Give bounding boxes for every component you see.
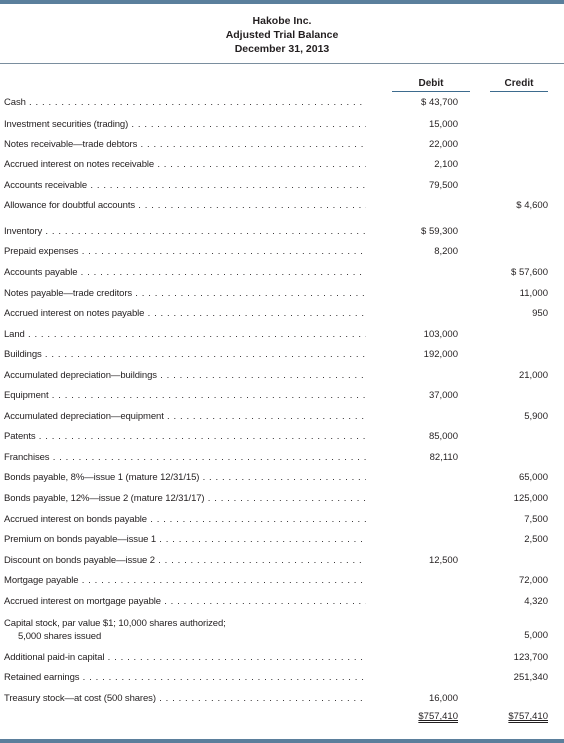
debit-amount: 16,000 <box>428 693 458 704</box>
statement-title: Adjusted Trial Balance <box>225 29 339 41</box>
debit-amount: 103,000 <box>423 329 458 340</box>
account-name: Accumulated depreciation—buildings . . . <box>4 370 366 383</box>
top-border <box>0 0 564 4</box>
debit-total: $757,410 <box>418 711 458 722</box>
credit-amount: 11,000 <box>519 288 548 299</box>
credit-amount: $ 4,600 <box>516 200 548 211</box>
account-name: Bonds payable, 8%—issue 1 (mature 12/31/15) . . . <box>4 472 366 485</box>
account-name: Bonds payable, 12%—issue 2 (mature 12/31/17) . . . <box>4 493 366 506</box>
credit-amount: 5,900 <box>524 411 548 422</box>
account-name: Discount on bonds payable—issue 2 . . . <box>4 555 366 568</box>
credit-amount: 72,000 <box>518 575 548 586</box>
header-divider <box>0 63 564 64</box>
account-name: Accumulated depreciation—equipment . . . <box>4 411 366 424</box>
statement-header <box>0 14 564 56</box>
account-name: Franchises . . . <box>4 452 366 465</box>
account-name-line1: Capital stock, par value $1; 10,000 shares authorized; <box>4 618 226 629</box>
debit-amount: 15,000 <box>428 119 458 130</box>
debit-amount: 37,000 <box>428 390 458 401</box>
debit-amount: 192,000 <box>423 349 458 360</box>
account-name: Equipment . . . <box>4 390 366 403</box>
credit-amount: 7,500 <box>524 514 548 525</box>
debit-amount: 2,100 <box>434 159 458 170</box>
account-name: Notes receivable—trade debtors . . . <box>4 139 366 152</box>
bottom-border <box>0 739 564 743</box>
account-name: Land . . . <box>4 329 366 342</box>
debit-amount: 82,110 <box>429 452 458 463</box>
debit-amount: 12,500 <box>428 555 458 566</box>
debit-column-header: Debit <box>392 78 470 92</box>
company-name: Hakobe Inc. <box>252 15 312 27</box>
credit-column-header: Credit <box>490 78 548 92</box>
account-name-line2: 5,000 shares issued <box>18 631 102 642</box>
account-name: Treasury stock—at cost (500 shares) . . . <box>4 693 366 706</box>
debit-amount: 22,000 <box>428 139 458 150</box>
debit-amount: 8,200 <box>434 246 458 257</box>
credit-amount: 125,000 <box>513 493 548 504</box>
credit-amount: 123,700 <box>513 652 548 663</box>
account-name: Accounts payable . . . <box>4 267 366 280</box>
account-name: Cash . . . <box>4 97 366 110</box>
account-name: Additional paid-in capital . . . <box>4 652 366 665</box>
account-name: Accrued interest on notes payable . . . <box>4 308 366 321</box>
account-name: Notes payable—trade creditors . . . <box>4 288 366 301</box>
account-name: Mortgage payable . . . <box>4 575 366 588</box>
debit-amount: $ 43,700 <box>421 97 458 108</box>
credit-amount: 21,000 <box>518 370 548 381</box>
account-name: Inventory . . . <box>4 226 366 239</box>
account-name: Accounts receivable . . . <box>4 180 366 193</box>
account-name: Investment securities (trading) . . . <box>4 119 366 132</box>
account-name: Retained earnings . . . <box>4 672 366 685</box>
credit-amount: 65,000 <box>518 472 548 483</box>
account-name: Accrued interest on mortgage payable . . . <box>4 596 366 609</box>
account-name: Patents . . . <box>4 431 366 444</box>
credit-amount: 950 <box>532 308 548 319</box>
account-name: Accrued interest on bonds payable . . . <box>4 514 366 527</box>
credit-amount: 251,340 <box>513 672 548 683</box>
credit-amount: 4,320 <box>524 596 548 607</box>
account-name: Prepaid expenses . . . <box>4 246 366 259</box>
credit-amount: $ 57,600 <box>511 267 548 278</box>
credit-amount: 2,500 <box>524 534 548 545</box>
account-name: Accrued interest on notes receivable . . . <box>4 159 366 172</box>
credit-amount: 5,000 <box>524 630 548 641</box>
account-name: Allowance for doubtful accounts . . . <box>4 200 366 213</box>
credit-total: $757,410 <box>508 711 548 722</box>
statement-date: December 31, 2013 <box>234 43 330 55</box>
account-name <box>4 617 366 643</box>
account-name: Premium on bonds payable—issue 1 . . . <box>4 534 366 547</box>
debit-amount: 79,500 <box>428 180 458 191</box>
debit-amount: 85,000 <box>428 431 458 442</box>
account-name: Buildings . . . <box>4 349 366 362</box>
debit-amount: $ 59,300 <box>421 226 458 237</box>
